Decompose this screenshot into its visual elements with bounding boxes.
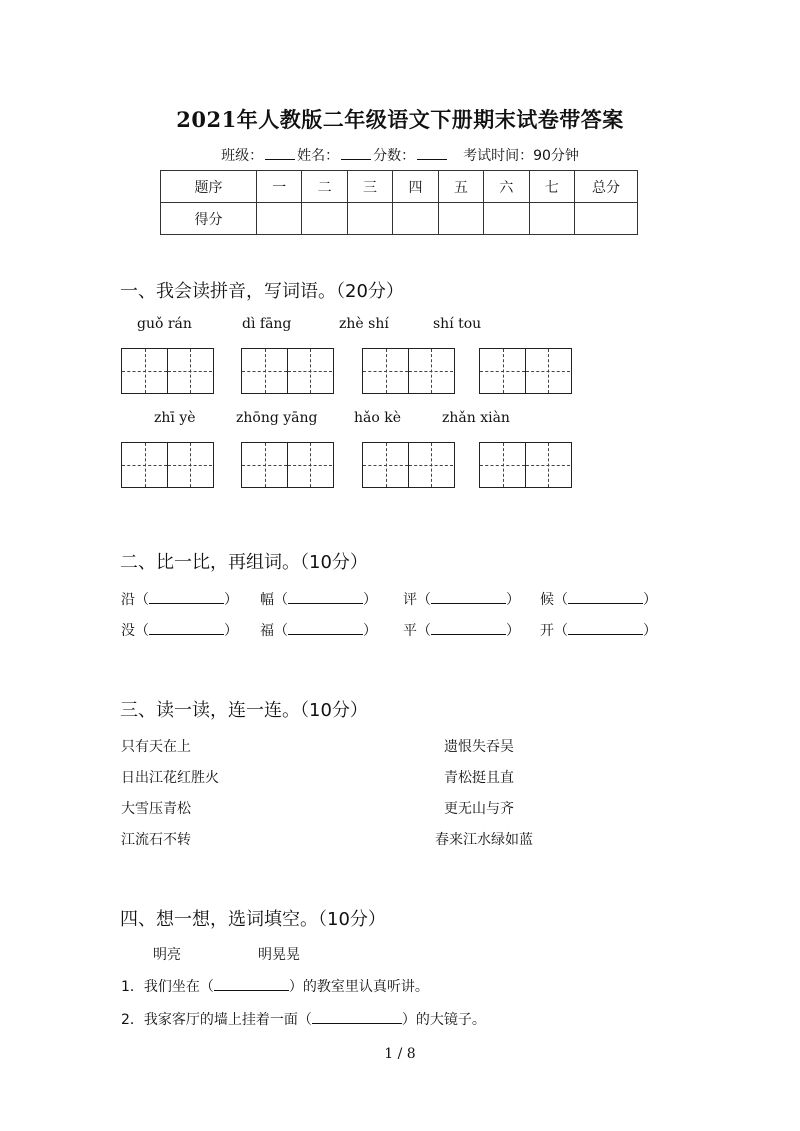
- name-label: 姓名：: [297, 148, 340, 164]
- poem-line-left[interactable]: 日出江花红胜火: [121, 770, 219, 786]
- score-cell[interactable]: [484, 203, 529, 235]
- pinyin-label: zhè shí: [339, 316, 389, 332]
- section3-heading: 三、读一读，连一连。（10分）: [120, 700, 368, 721]
- pinyin-label: hǎo kè: [354, 410, 402, 426]
- score-table-header-row: [161, 171, 638, 203]
- writing-grid[interactable]: [362, 442, 455, 488]
- score-header-cell: 二: [302, 171, 347, 203]
- score-header-cell: 题序: [161, 171, 257, 203]
- pinyin-label: dì fāng: [242, 316, 292, 332]
- score-cell[interactable]: [393, 203, 438, 235]
- section2-heading: 二、比一比，再组词。（10分）: [120, 552, 368, 573]
- section4-heading: 四、想一想，选词填空。（10分）: [120, 909, 386, 930]
- score-row-label: 得分: [161, 203, 257, 235]
- answer-blank[interactable]: [568, 590, 643, 604]
- answer-blank[interactable]: [149, 590, 224, 604]
- compare-item: 开（ ）: [540, 623, 657, 639]
- answer-blank[interactable]: [431, 590, 506, 604]
- compare-item: 沿（ ）: [121, 592, 238, 608]
- poem-line-right[interactable]: 青松挺且直: [444, 770, 514, 786]
- poem-line-right[interactable]: 更无山与齐: [444, 801, 514, 817]
- poem-line-right[interactable]: 春来江水绿如蓝: [435, 832, 533, 848]
- score-table-score-row: [161, 203, 638, 235]
- class-label: 班级：: [221, 148, 264, 164]
- answer-blank[interactable]: [288, 590, 363, 604]
- score-cell[interactable]: [347, 203, 392, 235]
- score-header-cell: 四: [393, 171, 438, 203]
- pinyin-label: shí tou: [433, 316, 482, 332]
- score-label: 分数：: [373, 148, 416, 164]
- score-cell[interactable]: [438, 203, 483, 235]
- writing-grid[interactable]: [241, 442, 334, 488]
- score-header-cell: 七: [529, 171, 574, 203]
- answer-blank[interactable]: [288, 621, 363, 635]
- question-1: 1．我们坐在（ ）的教室里认真听讲。: [121, 979, 429, 995]
- section1-heading: 一、我会读拼音，写词语。（20分）: [120, 281, 404, 302]
- score-header-cell: 总分: [575, 171, 638, 203]
- poem-line-left[interactable]: 大雪压青松: [121, 801, 191, 817]
- score-header-cell: 五: [438, 171, 483, 203]
- poem-line-left[interactable]: 只有天在上: [121, 739, 191, 755]
- compare-item: 没（ ）: [121, 623, 238, 639]
- question-2: 2．我家客厅的墙上挂着一面（ ）的大镜子。: [121, 1012, 486, 1028]
- poem-line-left[interactable]: 江流石不转: [121, 832, 191, 848]
- pinyin-label: zhǎn xiàn: [442, 410, 510, 426]
- answer-blank[interactable]: [149, 621, 224, 635]
- name-blank[interactable]: [341, 145, 371, 160]
- score-blank[interactable]: [417, 145, 447, 160]
- score-header-cell: 一: [257, 171, 302, 203]
- poem-line-right[interactable]: 遗恨失吞吴: [444, 739, 514, 755]
- pinyin-label: zhī yè: [154, 410, 196, 426]
- compare-item: 幅（ ）: [260, 592, 377, 608]
- pinyin-label: zhōng yāng: [236, 410, 318, 426]
- score-table: [160, 170, 638, 235]
- page-number: 1 / 8: [384, 1046, 416, 1062]
- writing-grid[interactable]: [479, 442, 572, 488]
- compare-item: 候（ ）: [540, 592, 657, 608]
- word-choice: 明亮: [153, 947, 181, 963]
- answer-blank[interactable]: [431, 621, 506, 635]
- exam-time: 考试时间：90分钟: [463, 148, 579, 164]
- writing-grid[interactable]: [121, 348, 214, 394]
- score-cell[interactable]: [575, 203, 638, 235]
- writing-grid[interactable]: [241, 348, 334, 394]
- writing-grid[interactable]: [479, 348, 572, 394]
- writing-grid[interactable]: [121, 442, 214, 488]
- answer-blank[interactable]: [312, 1010, 402, 1024]
- score-header-cell: 六: [484, 171, 529, 203]
- score-cell[interactable]: [257, 203, 302, 235]
- page-title: 2021年人教版二年级语文下册期末试卷带答案: [176, 107, 624, 132]
- student-info-line: [0, 145, 800, 165]
- word-choice: 明晃晃: [258, 947, 300, 963]
- writing-grid[interactable]: [362, 348, 455, 394]
- compare-item: 平（ ）: [403, 623, 520, 639]
- compare-item: 评（ ）: [403, 592, 520, 608]
- answer-blank[interactable]: [568, 621, 643, 635]
- answer-blank[interactable]: [214, 977, 289, 991]
- score-cell[interactable]: [529, 203, 574, 235]
- class-blank[interactable]: [265, 145, 295, 160]
- score-cell[interactable]: [302, 203, 347, 235]
- score-header-cell: 三: [347, 171, 392, 203]
- pinyin-label: guǒ rán: [137, 316, 192, 332]
- compare-item: 福（ ）: [260, 623, 377, 639]
